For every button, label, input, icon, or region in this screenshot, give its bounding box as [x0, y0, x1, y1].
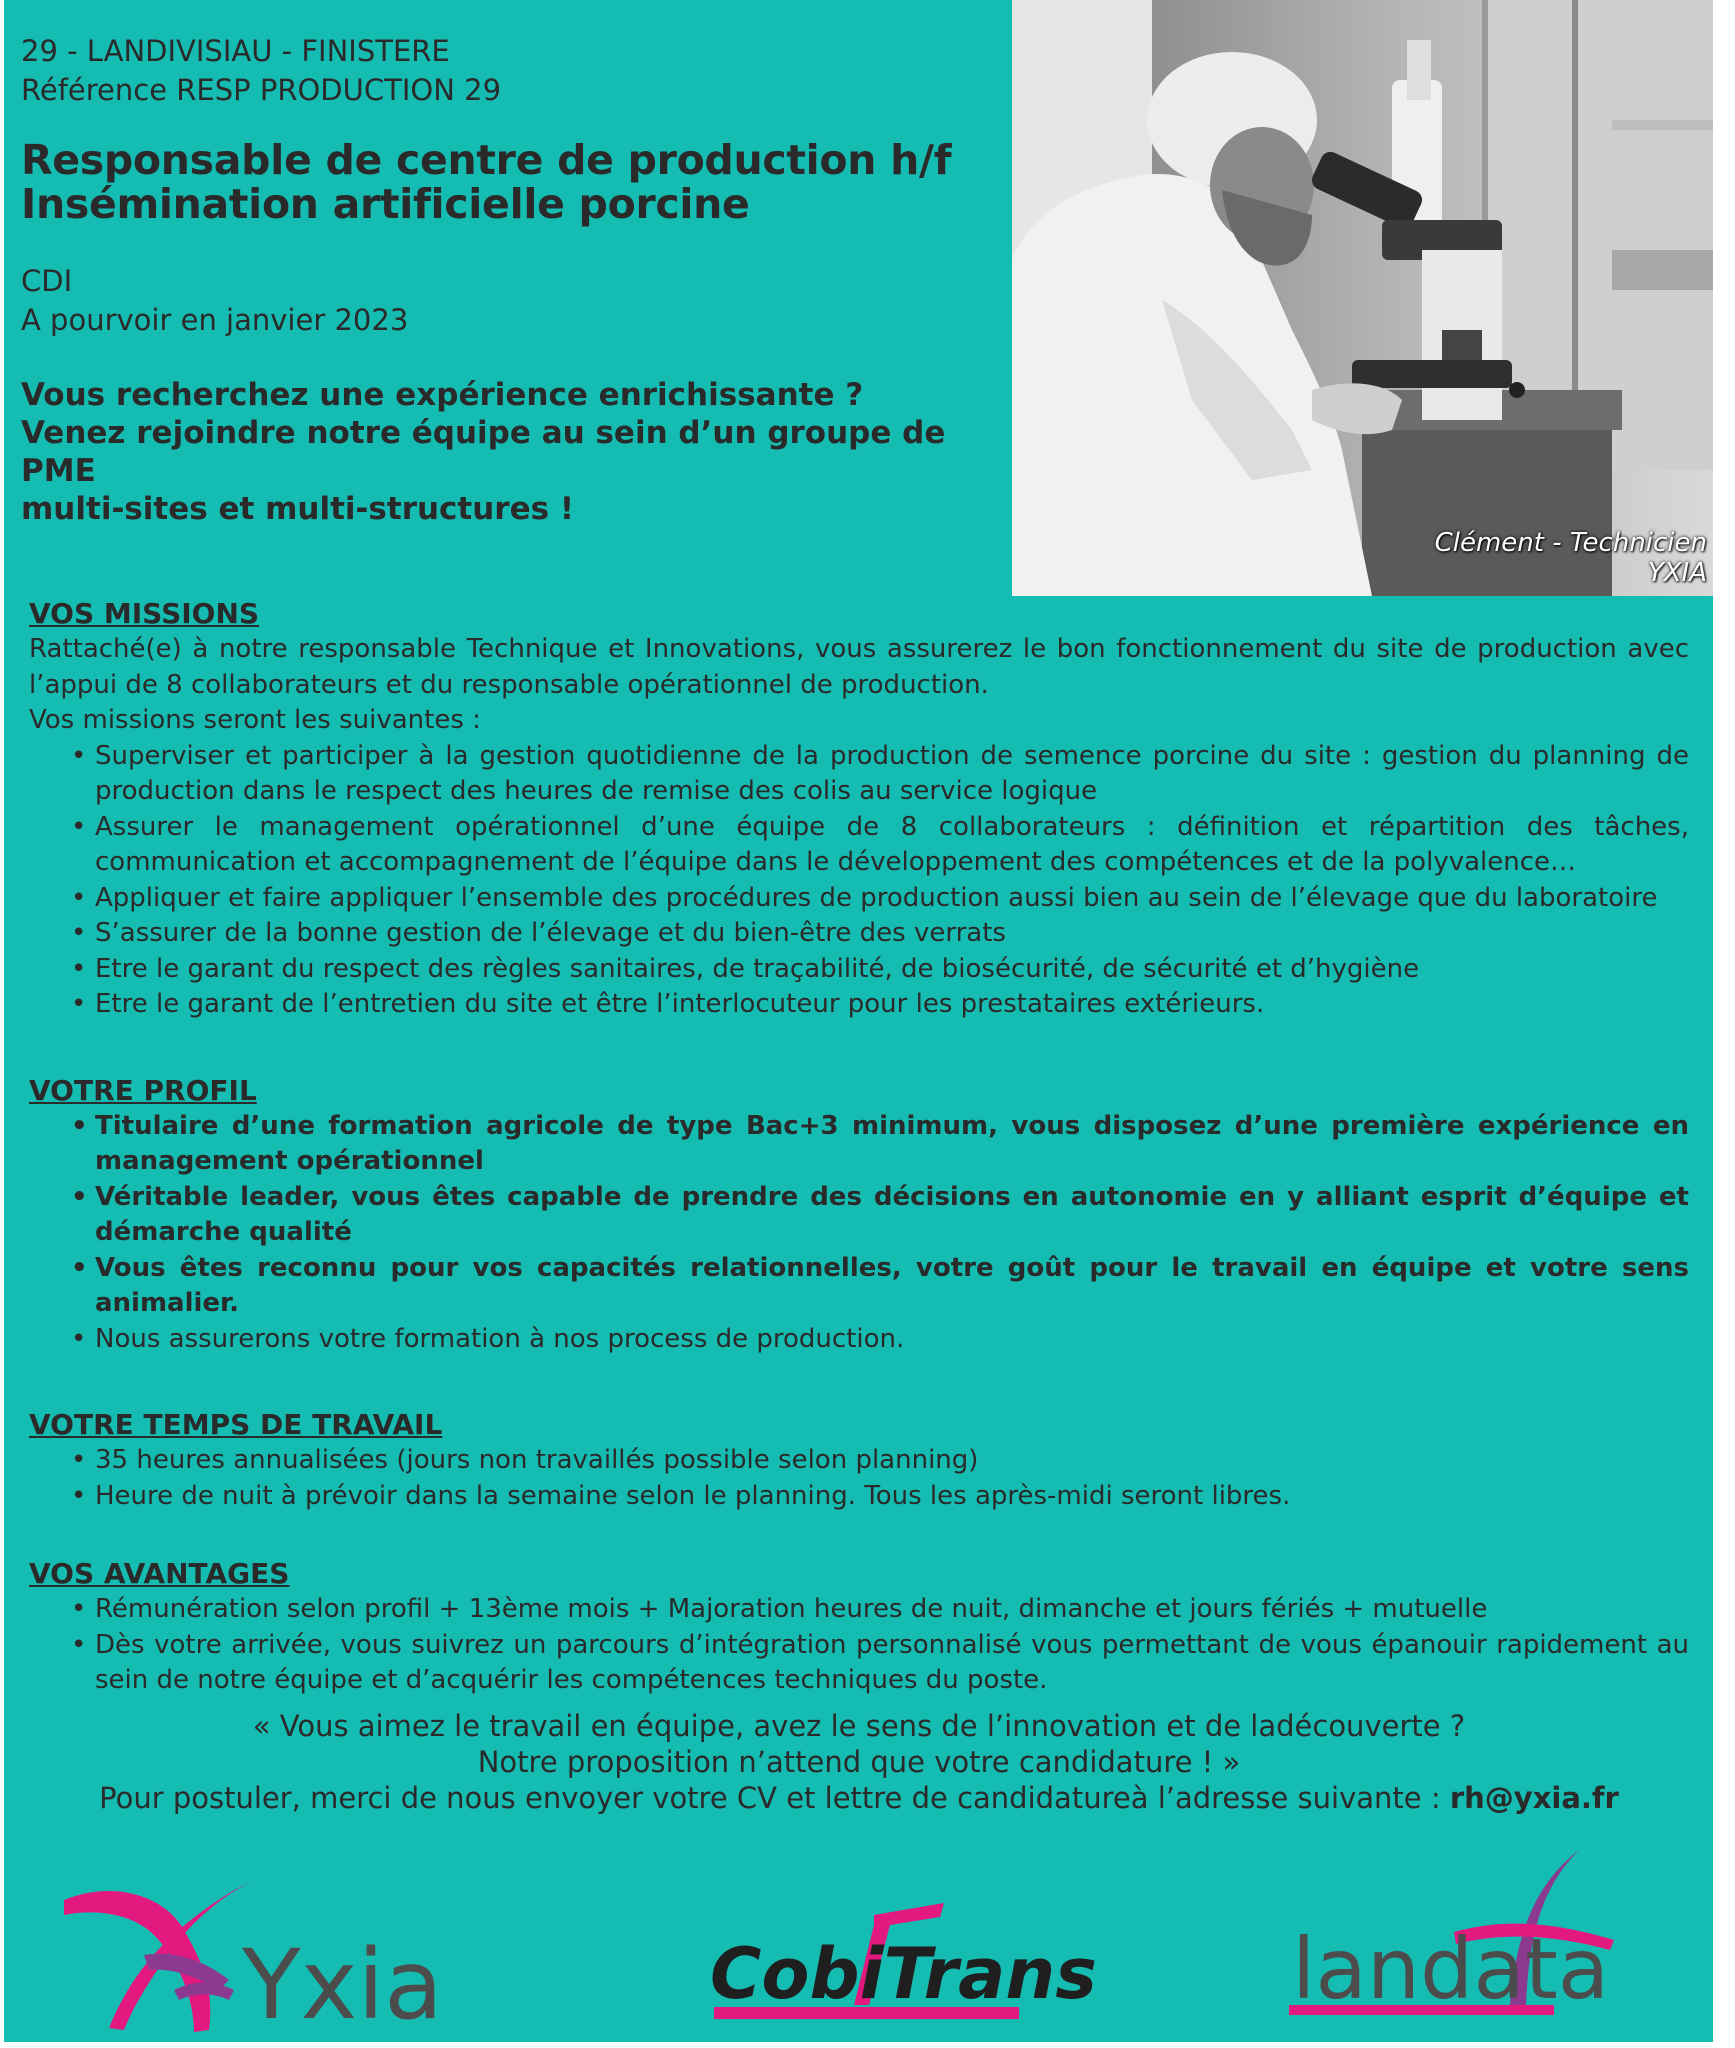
benefits-title: VOS AVANTAGES [29, 1557, 290, 1590]
closing-line3 [29, 1780, 1689, 1816]
photo-caption [1435, 528, 1707, 588]
reference: Référence RESP PRODUCTION 29 [21, 73, 502, 107]
list-item: • Superviser et participer à la gestion quotidienne de la production de semence porcine du site : gestion du planning de production dans le respect des heures de remise des colis au service logique [29, 739, 1689, 810]
yxia-logo-mark [54, 1840, 443, 2041]
landata-logo-mark [1284, 1840, 1644, 2030]
missions-title: VOS MISSIONS [29, 597, 260, 630]
job-title-line2: Insémination artificielle porcine [21, 180, 750, 228]
microscope-photo-illustration [1012, 0, 1713, 596]
closing-line1: « Vous aimez le travail en équipe, avez le sens de l’innovation et de ladécouverte ? [252, 1709, 1466, 1743]
closing-line2: Notre proposition n’attend que votre candidature ! » [477, 1745, 1241, 1779]
location: 29 - LANDIVISIAU - FINISTERE [21, 34, 450, 68]
contact-email[interactable]: rh@yxia.fr [1449, 1781, 1619, 1815]
tagline-line3: multi-sites et multi-structures ! [21, 491, 575, 527]
closing-message [29, 1708, 1689, 1816]
missions-intro: Rattaché(e) à notre responsable Technique et Innovations, vous assurerez le bon fonctionnement du site de production avec l’appui de 8 collaborateurs et du responsable opérationnel de production. [29, 634, 1689, 700]
list-item: • Etre le garant de l’entretien du site et être l’interlocuteur pour les prestataires extérieurs. [29, 987, 1689, 1023]
missions-list [29, 739, 1689, 1023]
list-item: • Appliquer et faire appliquer l’ensemble des procédures de production aussi bien au sein de l’élevage que du laboratoire [29, 881, 1689, 917]
caption-name: Clément - Technicien [1434, 528, 1707, 558]
list-item: • Dès votre arrivée, vous suivrez un parcours d’intégration personnalisé vous permettant de vous épanouir rapidement au sein de notre équipe et d’acquérir les compétences techniques du poste. [29, 1628, 1689, 1699]
job-title [21, 138, 1011, 226]
list-item: • Nous assurerons votre formation à nos process de production. [29, 1322, 1689, 1358]
posting-body [29, 596, 1689, 1699]
closing-apply-text: Pour postuler, merci de nous envoyer votre CV et lettre de candidatureà l’adresse suivante : [99, 1781, 1450, 1815]
profile-title: VOTRE PROFIL [29, 1073, 257, 1107]
cobitrans-logo-text: CobiTrans [710, 1933, 1097, 2015]
list-item: • Véritable leader, vous êtes capable de prendre des décisions en autonomie en y alliant esprit d’équipe et démarche qualité [29, 1180, 1689, 1251]
list-item: • S’assurer de la bonne gestion de l’élevage et du bien-être des verrats [29, 916, 1689, 952]
list-item: • Heure de nuit à prévoir dans la semaine selon le planning. Tous les après-midi seront libres. [29, 1479, 1689, 1515]
landata-logo [1284, 1840, 1644, 2030]
list-item: • Etre le garant du respect des règles sanitaires, de traçabilité, de biosécurité, de sécurité et d’hygiène [29, 952, 1689, 988]
tagline [21, 376, 1011, 528]
start-date: A pourvoir en janvier 2023 [21, 303, 409, 337]
landata-logo-text: landata [1292, 1920, 1610, 2018]
profile-list [29, 1109, 1689, 1358]
technician-photo [1012, 0, 1713, 596]
cobitrans-logo [704, 1895, 1097, 2035]
caption-company: YXIA [1647, 558, 1707, 588]
missions-lead: Vos missions seront les suivantes : [29, 705, 481, 735]
list-item: • Assurer le management opérationnel d’une équipe de 8 collaborateurs : définition et répartition des tâches, communication et accompagnement de l’équipe dans le développement des compétences et de la polyvalence… [29, 810, 1689, 881]
contract-info [21, 262, 1011, 340]
list-item: • Vous êtes reconnu pour vos capacités relationnelles, votre goût pour le travail en équipe et votre sens animalier. [29, 1251, 1689, 1322]
list-item: • Rémunération selon profil + 13ème mois + Majoration heures de nuit, dimanche et jours fériés + mutuelle [29, 1592, 1689, 1628]
list-item: • 35 heures annualisées (jours non travaillés possible selon planning) [29, 1443, 1689, 1479]
cobitrans-logo-mark [704, 1895, 1097, 2035]
benefits-list [29, 1592, 1689, 1699]
worktime-title: VOTRE TEMPS DE TRAVAIL [29, 1408, 443, 1441]
tagline-line1: Vous recherchez une expérience enrichissante ? [21, 377, 864, 413]
list-item: • Titulaire d’une formation agricole de type Bac+3 minimum, vous disposez d’une première expérience en management opérationnel [29, 1109, 1689, 1180]
contract-type: CDI [21, 264, 73, 298]
yxia-logo [54, 1840, 443, 2041]
job-title-line1: Responsable de centre de production h/f [21, 136, 952, 184]
worktime-list [29, 1443, 1689, 1514]
job-posting [4, 0, 1713, 2042]
header-text [21, 32, 1011, 528]
tagline-line2: Venez rejoindre notre équipe au sein d’un groupe de PME [21, 415, 946, 489]
header [4, 0, 1713, 596]
yxia-logo-text: Yxia [242, 1929, 443, 2041]
